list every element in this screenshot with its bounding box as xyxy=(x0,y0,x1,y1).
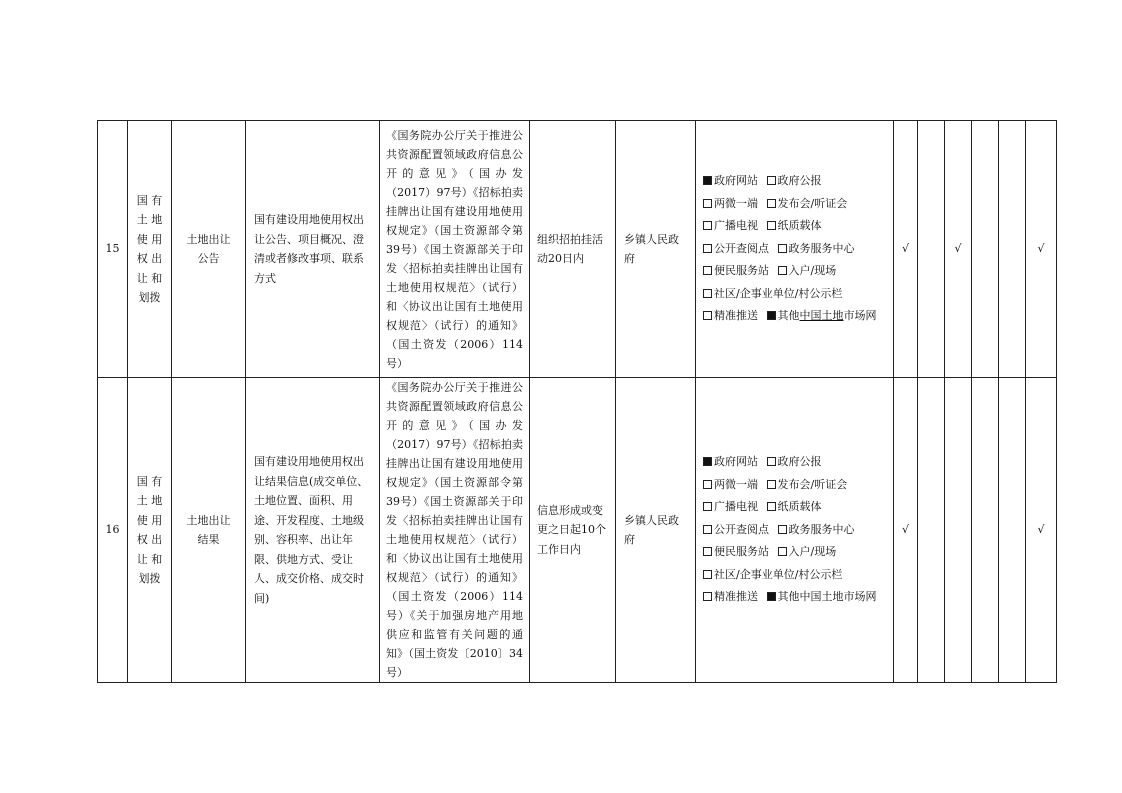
channel-label: 政府公报 xyxy=(777,454,822,468)
unchecked-box-icon xyxy=(778,266,787,275)
row-number: 16 xyxy=(105,523,120,537)
channel-label: 纸质载体 xyxy=(777,219,822,233)
channel-option xyxy=(767,500,822,513)
item-line: 土地出让 xyxy=(186,232,231,246)
unchecked-box-icon xyxy=(703,199,712,208)
channel-label: 两微一端 xyxy=(714,477,758,491)
content-text: 国有建设用地使用权出让公告、项目概况、澄清或者修改事项、联系方式 xyxy=(254,213,364,285)
checked-box-icon xyxy=(767,592,776,601)
check-mark-cell xyxy=(972,121,999,378)
check-mark-cell xyxy=(894,121,918,378)
channel-option xyxy=(767,197,848,210)
category-line: 让 和 xyxy=(136,552,163,566)
time-limit-cell xyxy=(530,378,616,683)
check-mark: √ xyxy=(954,242,962,256)
channel-option xyxy=(767,478,848,491)
unchecked-box-icon xyxy=(703,311,712,320)
channel-label: 政府网站 xyxy=(714,173,758,187)
other-suffix: 中国土地市场网 xyxy=(799,590,877,604)
row-number-cell xyxy=(98,378,128,683)
table-body xyxy=(98,121,1057,683)
check-mark: √ xyxy=(1037,242,1045,256)
channel-label: 便民服务站 xyxy=(714,545,769,559)
channel-label: 广播电视 xyxy=(714,219,758,233)
channel-label: 两微一端 xyxy=(714,196,758,210)
subject-cell xyxy=(616,121,696,378)
unchecked-box-icon xyxy=(767,480,776,489)
check-mark-cell xyxy=(999,378,1026,683)
channel-option xyxy=(703,545,769,558)
check-mark-cell xyxy=(918,121,945,378)
check-mark-cell xyxy=(945,378,972,683)
channel-option-other xyxy=(767,309,877,322)
channel-option xyxy=(778,523,855,536)
channel-option xyxy=(767,455,822,468)
channel-option xyxy=(778,545,837,558)
item-line: 结果 xyxy=(197,533,220,546)
category-line: 权 出 xyxy=(136,252,163,265)
channel-option xyxy=(703,523,769,536)
unchecked-box-icon xyxy=(767,502,776,511)
category-line: 使 用 xyxy=(136,513,163,527)
unchecked-box-icon xyxy=(703,525,712,534)
channel-label: 社区/企事业单位/村公示栏 xyxy=(714,567,843,581)
category-cell xyxy=(128,121,172,378)
channels-cell xyxy=(696,378,894,683)
category-line: 权 出 xyxy=(136,533,163,546)
time-limit-text: 信息形成或变更之日起10个工作日内 xyxy=(537,503,606,556)
other-prefix: 其他 xyxy=(777,309,800,323)
channel-label: 公开查阅点 xyxy=(714,241,769,255)
channel-option xyxy=(703,219,758,232)
check-mark-cell xyxy=(918,378,945,683)
unchecked-box-icon xyxy=(703,221,712,230)
unchecked-box-icon xyxy=(767,221,776,230)
channel-option xyxy=(703,500,758,513)
channel-label: 政府网站 xyxy=(714,454,758,468)
unchecked-box-icon xyxy=(703,480,712,489)
channel-label: 纸质载体 xyxy=(777,500,822,514)
content-cell xyxy=(246,378,380,683)
channel-option xyxy=(703,287,842,300)
category-line: 让 和 xyxy=(136,271,163,285)
unchecked-box-icon xyxy=(767,176,776,185)
channel-label: 政府公报 xyxy=(777,173,822,187)
table-row xyxy=(98,378,1057,683)
check-mark-cell xyxy=(972,378,999,683)
channel-label: 发布会/听证会 xyxy=(777,196,848,210)
disclosure-table xyxy=(97,120,1057,683)
subject-cell xyxy=(616,378,696,683)
subject-text: 乡镇人民政府 xyxy=(624,232,679,265)
other-prefix: 其他 xyxy=(777,590,800,604)
channel-option xyxy=(703,309,758,322)
content-text: 国有建设用地使用权出让结果信息(成交单位、土地位置、面积、用途、开发程度、土地级别、容积率、出让年限、供地方式、受让人、成交价格、成交时间) xyxy=(254,455,369,605)
channel-label: 发布会/听证会 xyxy=(777,477,848,491)
channel-option xyxy=(778,264,837,277)
basis-text: 《国务院办公厅关于推进公共资源配置领域政府信息公开的意见》（国办发（2017）97号）《招标拍卖挂牌出让国有建设用地使用权规定》（国土资源部令第39号）《国土资源部关于印发〈招标拍卖挂牌出让国有土地使用权规范〉（试行）和〈协议出让国有土地使用权规范〉（试行）的通知》（国土资发（2006）114号）《关于加强房地产用地供应和监管有关问题的通知》（国土资发〔2010〕34号） xyxy=(386,381,523,679)
unchecked-box-icon xyxy=(703,244,712,253)
check-mark: √ xyxy=(901,523,909,537)
basis-text: 《国务院办公厅关于推进公共资源配置领域政府信息公开的意见》（国办发（2017）97号）《招标拍卖挂牌出让国有建设用地使用权规定》（国土资源部令第39号）《国土资源部关于印发〈招标拍卖挂牌出让国有土地使用权规范〉（试行）和〈协议出让国有土地使用权规范〉（试行）的通知》（国土资发（2006）114号） xyxy=(386,128,523,370)
channel-label: 入户/现场 xyxy=(788,545,837,559)
channel-option xyxy=(703,590,758,603)
category-line: 土 地 xyxy=(136,494,163,507)
channel-option xyxy=(703,264,769,277)
category-cell xyxy=(128,378,172,683)
channel-option xyxy=(778,242,855,255)
other-suffix: 市场网 xyxy=(843,309,877,323)
check-mark-cell xyxy=(999,121,1026,378)
check-mark-cell xyxy=(1026,121,1057,378)
channel-label: 精准推送 xyxy=(714,590,758,604)
time-limit-cell xyxy=(530,121,616,378)
other-underlined: 中国土地 xyxy=(799,309,844,323)
unchecked-box-icon xyxy=(703,547,712,556)
channel-label: 入户/现场 xyxy=(788,264,837,278)
checked-box-icon xyxy=(703,176,712,185)
unchecked-box-icon xyxy=(703,289,712,298)
table-row xyxy=(98,121,1057,378)
channel-option xyxy=(703,455,758,468)
unchecked-box-icon xyxy=(778,525,787,534)
check-mark: √ xyxy=(1037,523,1045,537)
unchecked-box-icon xyxy=(767,457,776,466)
channel-option xyxy=(703,174,758,187)
category-line: 使 用 xyxy=(136,232,163,246)
check-mark-cell xyxy=(945,121,972,378)
category-line: 土 地 xyxy=(136,213,163,226)
channel-option xyxy=(703,197,758,210)
category-line: 划拨 xyxy=(138,291,161,304)
item-cell xyxy=(172,378,246,683)
content-cell xyxy=(246,121,380,378)
channels-cell xyxy=(696,121,894,378)
item-cell xyxy=(172,121,246,378)
category-line: 划拨 xyxy=(138,572,161,585)
channel-label: 政务服务中心 xyxy=(788,241,855,255)
channel-option-other xyxy=(767,590,877,603)
unchecked-box-icon xyxy=(703,570,712,579)
category-line: 国 有 xyxy=(136,193,163,207)
channel-option xyxy=(703,568,842,581)
checked-box-icon xyxy=(767,311,776,320)
row-number: 15 xyxy=(105,242,120,256)
channel-option xyxy=(703,242,769,255)
unchecked-box-icon xyxy=(767,199,776,208)
subject-text: 乡镇人民政府 xyxy=(624,513,679,546)
check-mark: √ xyxy=(901,242,909,256)
channel-label: 便民服务站 xyxy=(714,264,769,278)
check-mark-cell xyxy=(894,378,918,683)
channel-label: 政务服务中心 xyxy=(788,522,855,536)
check-mark-cell xyxy=(1026,378,1057,683)
unchecked-box-icon xyxy=(778,547,787,556)
channel-option xyxy=(703,478,758,491)
unchecked-box-icon xyxy=(703,592,712,601)
unchecked-box-icon xyxy=(703,502,712,511)
channel-label: 精准推送 xyxy=(714,309,758,323)
channel-label: 社区/企事业单位/村公示栏 xyxy=(714,286,843,300)
item-line: 公告 xyxy=(197,252,220,265)
checked-box-icon xyxy=(703,457,712,466)
basis-cell xyxy=(380,378,530,683)
unchecked-box-icon xyxy=(703,266,712,275)
basis-cell xyxy=(380,121,530,378)
row-number-cell xyxy=(98,121,128,378)
channel-label: 公开查阅点 xyxy=(714,522,769,536)
channel-option xyxy=(767,219,822,232)
time-limit-text: 组织招拍挂活动20日内 xyxy=(537,232,603,265)
channel-label: 广播电视 xyxy=(714,500,758,514)
item-line: 土地出让 xyxy=(186,513,231,527)
channel-option xyxy=(767,174,822,187)
unchecked-box-icon xyxy=(778,244,787,253)
category-line: 国 有 xyxy=(136,474,163,488)
